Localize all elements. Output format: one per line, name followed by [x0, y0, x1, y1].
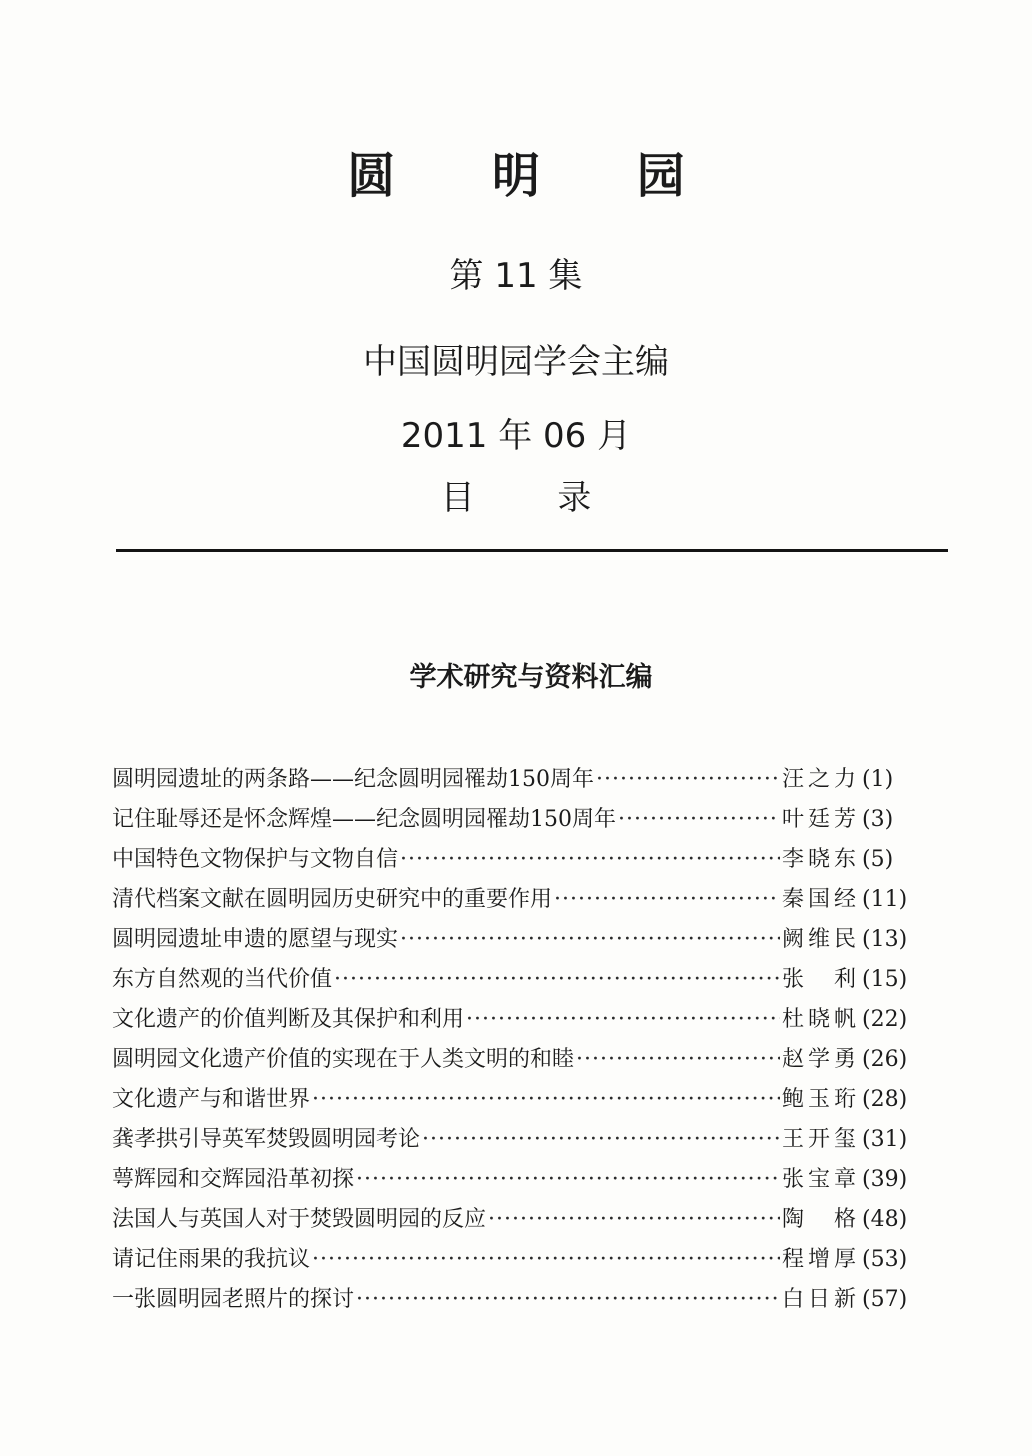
dot-leader	[466, 1000, 780, 1040]
entry-page: (15)	[862, 967, 908, 992]
entry-page: (5)	[862, 847, 894, 872]
entry-title: 圆明园遗址的两条路——纪念圆明园罹劫150周年	[112, 767, 594, 792]
dot-leader	[596, 760, 780, 800]
issue-number: 第 11 集	[449, 256, 583, 296]
entry-author: 阙维民	[782, 927, 856, 952]
entry-title: 中国特色文物保护与文物自信	[112, 847, 399, 872]
dot-leader	[356, 1280, 780, 1320]
entry-page: (57)	[862, 1287, 908, 1312]
toc-entry	[112, 960, 922, 1000]
entry-title: 记住耻辱还是怀念辉煌——纪念圆明园罹劫150周年	[112, 807, 616, 832]
entry-author: 王开玺	[782, 1127, 856, 1152]
toc-entry	[112, 1000, 922, 1040]
toc-entry	[112, 1240, 922, 1280]
entry-title: 清代档案文献在圆明园历史研究中的重要作用	[112, 887, 553, 912]
toc-entry	[112, 1040, 922, 1080]
entry-author: 叶廷芳	[782, 807, 856, 832]
editor-line: 中国圆明园学会主编	[363, 342, 669, 382]
entry-author: 白日新	[782, 1287, 856, 1312]
publication-date: 2011 年 06 月	[400, 416, 632, 456]
entry-page: (31)	[862, 1127, 908, 1152]
dot-leader	[488, 1200, 780, 1240]
toc-entry	[112, 1280, 922, 1320]
entry-title: 法国人与英国人对于焚毁圆明园的反应	[112, 1207, 487, 1232]
entry-author: 程增厚	[782, 1247, 856, 1272]
toc-entry	[112, 1200, 922, 1240]
toc-entry	[112, 760, 922, 800]
entry-title: 东方自然观的当代价值	[112, 967, 333, 992]
publication-title: 圆 明 园	[347, 148, 725, 204]
entry-author: 张宝章	[782, 1167, 856, 1192]
toc-entry	[112, 1120, 922, 1160]
entry-title: 文化遗产的价值判断及其保护和利用	[112, 1007, 465, 1032]
toc-entry	[112, 1160, 922, 1200]
entry-author: 张 利	[782, 967, 856, 992]
dot-leader	[312, 1240, 780, 1280]
table-of-contents	[112, 760, 922, 1320]
dot-leader	[618, 800, 780, 840]
entry-title: 龚孝拱引导英军焚毁圆明园考论	[112, 1127, 421, 1152]
entry-author: 鲍玉珩	[782, 1087, 856, 1112]
dot-leader	[422, 1120, 780, 1160]
dot-leader	[400, 920, 780, 960]
entry-page: (26)	[862, 1047, 908, 1072]
toc-entry	[112, 840, 922, 880]
entry-page: (53)	[862, 1247, 908, 1272]
entry-title: 圆明园文化遗产价值的实现在于人类文明的和睦	[112, 1047, 575, 1072]
entry-page: (11)	[862, 887, 908, 912]
entry-title: 文化遗产与和谐世界	[112, 1087, 311, 1112]
entry-page: (48)	[862, 1207, 908, 1232]
toc-entry	[112, 800, 922, 840]
dot-leader	[312, 1080, 780, 1120]
entry-page: (13)	[862, 927, 908, 952]
entry-page: (1)	[862, 767, 894, 792]
dot-leader	[400, 840, 780, 880]
entry-author: 李晓东	[782, 847, 856, 872]
horizontal-rule	[116, 549, 948, 552]
entry-page: (39)	[862, 1167, 908, 1192]
dot-leader	[576, 1040, 780, 1080]
entry-author: 赵学勇	[782, 1047, 856, 1072]
dot-leader	[334, 960, 780, 1000]
section-title: 学术研究与资料汇编	[409, 662, 653, 693]
entry-title: 萼辉园和交辉园沿革初探	[112, 1167, 355, 1192]
entry-author: 陶 格	[782, 1207, 856, 1232]
entry-title: 一张圆明园老照片的探讨	[112, 1287, 355, 1312]
entry-page: (22)	[862, 1007, 908, 1032]
entry-page: (28)	[862, 1087, 908, 1112]
dot-leader	[356, 1160, 780, 1200]
entry-author: 杜晓帆	[782, 1007, 856, 1032]
entry-author: 秦国经	[782, 887, 856, 912]
toc-heading: 目 录	[440, 478, 628, 518]
entry-title: 请记住雨果的我抗议	[112, 1247, 311, 1272]
toc-entry	[112, 880, 922, 920]
toc-entry	[112, 1080, 922, 1120]
toc-entry	[112, 920, 922, 960]
dot-leader	[554, 880, 780, 920]
entry-title: 圆明园遗址申遗的愿望与现实	[112, 927, 399, 952]
entry-page: (3)	[862, 807, 894, 832]
entry-author: 汪之力	[782, 767, 856, 792]
